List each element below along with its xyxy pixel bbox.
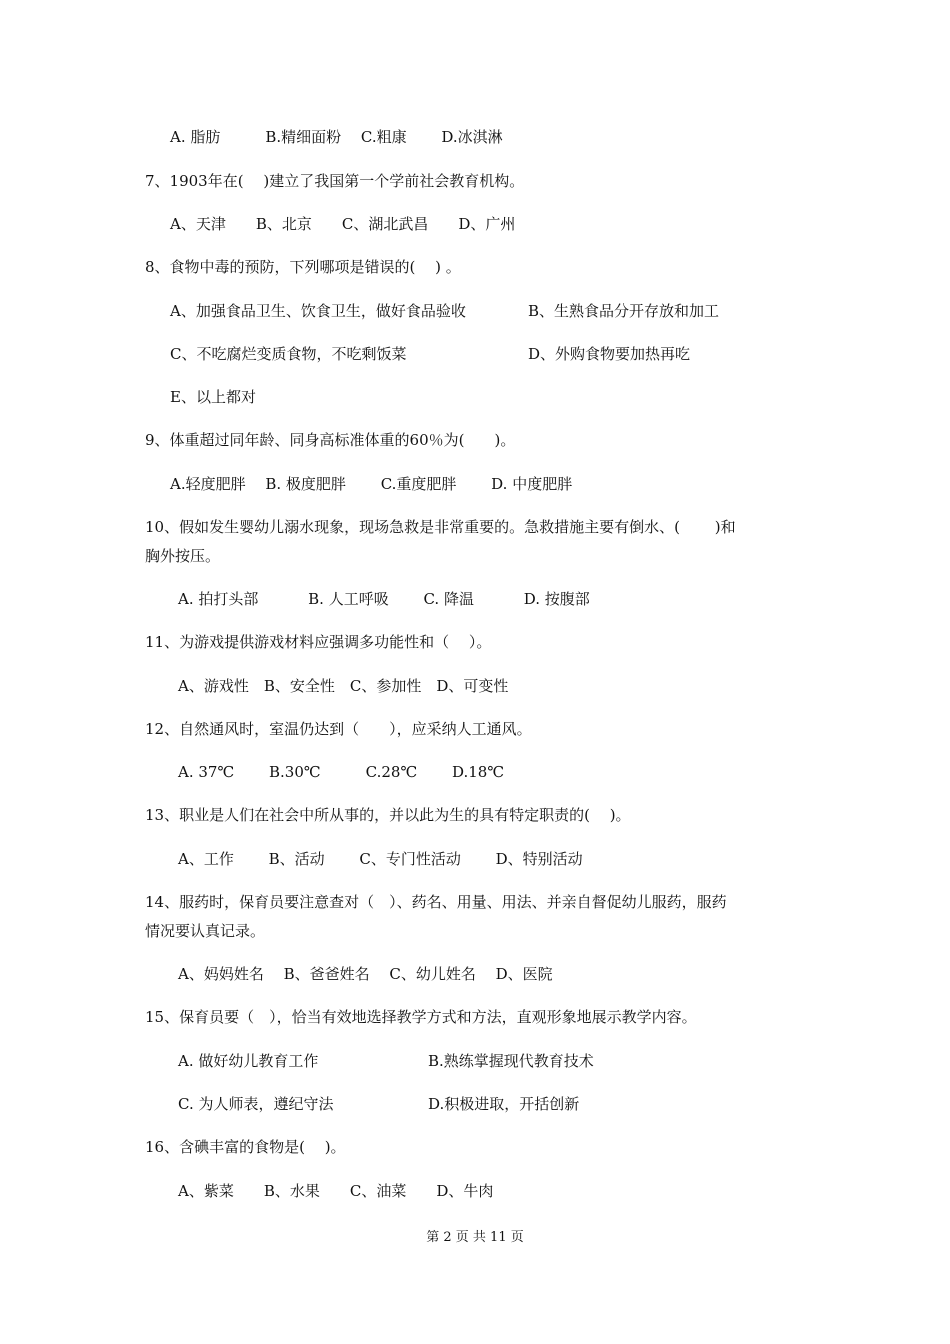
- question-14-line2: 情况要认真记录。: [145, 922, 266, 940]
- q7-options: A、天津 B、北京 C、湖北武昌 D、广州: [170, 215, 516, 233]
- q14-options: A、妈妈姓名 B、爸爸姓名 C、幼儿姓名 D、医院: [178, 965, 553, 983]
- question-15: 15、保育员要（ ），恰当有效地选择教学方式和方法，直观形象地展示教学内容。: [145, 1008, 697, 1026]
- question-14-line1: 14、服药时，保育员要注意查对（ ）、药名、用量、用法、并亲自督促幼儿服药，服药: [145, 893, 727, 911]
- question-13: 13、职业是人们在社会中所从事的，并以此为生的具有特定职责的( )。: [145, 806, 631, 824]
- question-7: 7、1903年在( )建立了我国第一个学前社会教育机构。: [145, 172, 525, 190]
- page-footer: 第 2 页 共 11 页: [426, 1230, 524, 1245]
- question-12: 12、自然通风时，室温仍达到（ ），应采纳人工通风。: [145, 720, 532, 738]
- q8-option-c: C、不吃腐烂变质食物，不吃剩饭菜: [170, 345, 407, 363]
- question-11: 11、为游戏提供游戏材料应强调多功能性和（ ）。: [145, 633, 492, 651]
- question-9: 9、体重超过同年龄、同身高标准体重的60％为( )。: [145, 431, 516, 449]
- question-10-line1: 10、假如发生婴幼儿溺水现象，现场急救是非常重要的。急救措施主要有倒水、( )和: [145, 518, 736, 536]
- question-16: 16、含碘丰富的食物是( )。: [145, 1138, 346, 1156]
- q8-option-a: A、加强食品卫生、饮食卫生，做好食品验收: [170, 302, 466, 320]
- q8-option-b: B、生熟食品分开存放和加工: [528, 302, 720, 320]
- q8-option-d: D、外购食物要加热再吃: [528, 345, 691, 363]
- q9-options: A.轻度肥胖 B. 极度肥胖 C.重度肥胖 D. 中度肥胖: [170, 475, 573, 493]
- q10-options: A. 拍打头部 B. 人工呼吸 C. 降温 D. 按腹部: [178, 590, 590, 608]
- q15-option-a: A. 做好幼儿教育工作: [178, 1052, 319, 1070]
- q8-option-e: E、以上都对: [170, 388, 256, 406]
- q12-options: A. 37℃ B.30℃ C.28℃ D.18℃: [178, 763, 505, 781]
- q13-options: A、工作 B、活动 C、专门性活动 D、特别活动: [178, 850, 583, 868]
- q11-options: A、游戏性 B、安全性 C、参加性 D、可变性: [178, 677, 509, 695]
- q16-options: A、紫菜 B、水果 C、油菜 D、牛肉: [178, 1182, 494, 1200]
- question-10-line2: 胸外按压。: [145, 547, 221, 565]
- q6-options: A. 脂肪 B.精细面粉 C.粗康 D.冰淇淋: [170, 128, 503, 146]
- q15-option-c: C. 为人师表，遵纪守法: [178, 1095, 334, 1113]
- q15-option-b: B.熟练掌握现代教育技术: [428, 1052, 594, 1070]
- question-8: 8、食物中毒的预防，下列哪项是错误的( ) 。: [145, 258, 461, 276]
- q15-option-d: D.积极进取，开括创新: [428, 1095, 580, 1113]
